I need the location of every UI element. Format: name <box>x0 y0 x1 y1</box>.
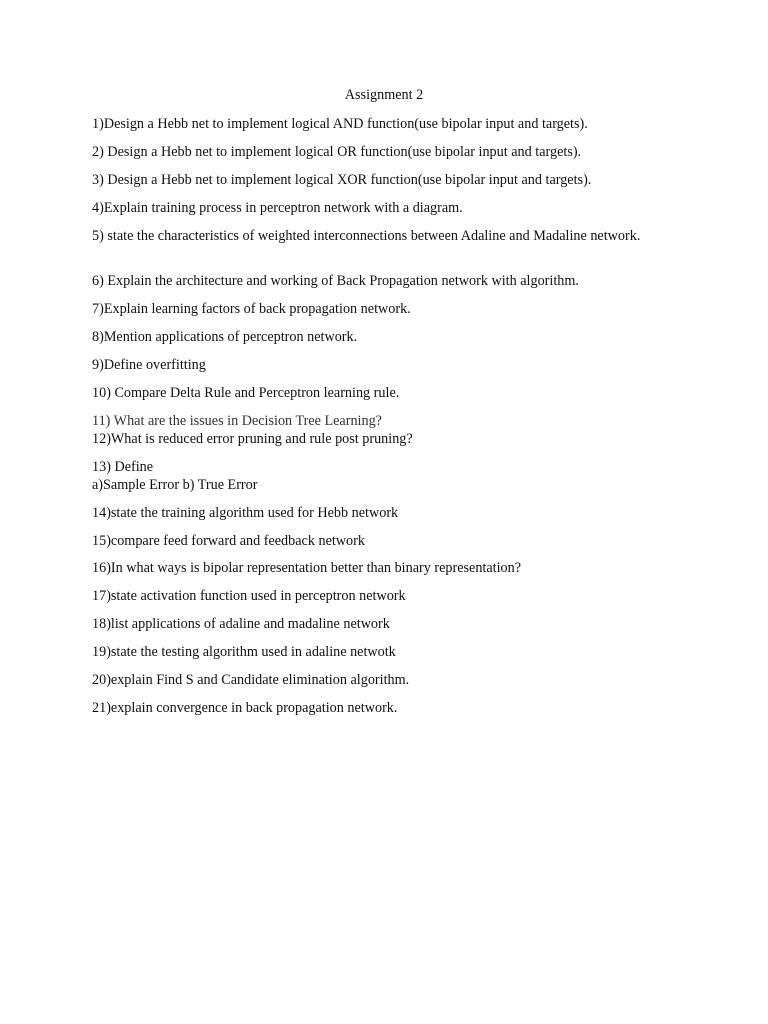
question-12: 12)What is reduced error pruning and rule post pruning? <box>92 431 413 447</box>
question-10: 10) Compare Delta Rule and Perceptron learning rule. <box>92 385 400 401</box>
document-title: Assignment 2 <box>344 87 424 103</box>
question-21: 21)explain convergence in back propagation network. <box>92 700 398 716</box>
question-3: 3) Design a Hebb net to implement logical XOR function(use bipolar input and targets). <box>92 172 592 188</box>
question-15: 15)compare feed forward and feedback network <box>92 533 365 549</box>
question-8: 8)Mention applications of perceptron network. <box>92 329 358 345</box>
question-17: 17)state activation function used in perceptron network <box>92 588 406 604</box>
question-16: 16)In what ways is bipolar representation better than binary representation? <box>92 560 522 576</box>
question-9: 9)Define overfitting <box>92 357 206 373</box>
question-6: 6) Explain the architecture and working of Back Propagation network with algorithm. <box>92 273 579 289</box>
question-14: 14)state the training algorithm used for Hebb network <box>92 505 399 521</box>
question-5: 5) state the characteristics of weighted interconnections between Adaline and Madaline network. <box>92 228 641 244</box>
question-7: 7)Explain learning factors of back propagation network. <box>92 301 411 317</box>
question-20: 20)explain Find S and Candidate elimination algorithm. <box>92 672 410 688</box>
question-4: 4)Explain training process in perceptron network with a diagram. <box>92 200 463 216</box>
question-13-subparts: a)Sample Error b) True Error <box>92 477 258 493</box>
question-11: 11) What are the issues in Decision Tree Learning? <box>92 413 382 429</box>
question-1: 1)Design a Hebb net to implement logical AND function(use bipolar input and targets). <box>92 116 588 132</box>
question-19: 19)state the testing algorithm used in adaline netwotk <box>92 644 396 660</box>
question-18: 18)list applications of adaline and madaline network <box>92 616 390 632</box>
question-13: 13) Define <box>92 459 154 475</box>
question-2: 2) Design a Hebb net to implement logical OR function(use bipolar input and targets). <box>92 144 582 160</box>
